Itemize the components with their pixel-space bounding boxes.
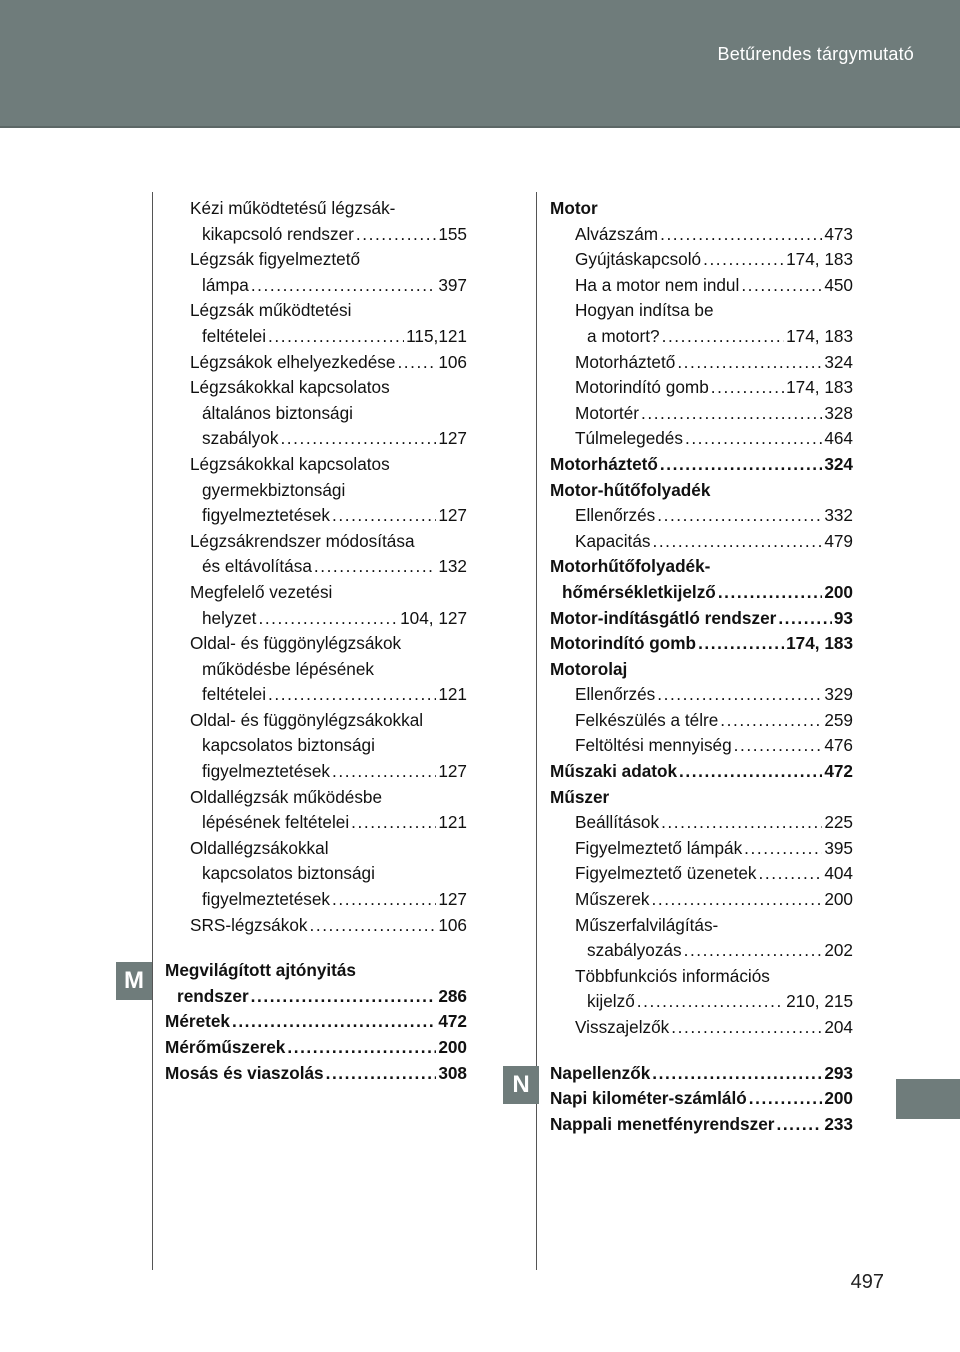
index-entry bbox=[165, 196, 467, 247]
entry-line bbox=[550, 196, 853, 222]
entry-text: Napellenzők bbox=[550, 1062, 651, 1083]
index-entry bbox=[550, 478, 853, 504]
entry-text: Megvilágított ajtónyitás bbox=[165, 960, 356, 981]
column-divider-right bbox=[536, 192, 537, 1270]
entry-page-ref: 233 bbox=[824, 1113, 853, 1134]
entry-page-ref: 200 bbox=[824, 889, 853, 910]
entry-page-ref: 324 bbox=[824, 453, 853, 474]
entry-line bbox=[165, 1061, 467, 1087]
entry-text: Napi kilométer-számláló bbox=[550, 1088, 747, 1109]
entry-text: kapcsolatos biztonsági bbox=[202, 735, 375, 756]
entry-text: Ha a motor nem indul bbox=[575, 274, 740, 295]
entry-line bbox=[550, 657, 853, 683]
entry-line bbox=[550, 580, 853, 606]
dot-leader bbox=[657, 682, 822, 708]
entry-line bbox=[190, 196, 467, 222]
entry-line bbox=[190, 606, 467, 632]
entry-line bbox=[575, 298, 853, 324]
entry-text: Visszajelzők bbox=[575, 1017, 670, 1037]
dot-leader bbox=[280, 426, 436, 452]
entry-line bbox=[190, 375, 467, 401]
entry-page-ref: 328 bbox=[824, 402, 853, 423]
dot-leader bbox=[258, 606, 398, 632]
entry-page-ref: 395 bbox=[824, 837, 853, 858]
entry-text: Gyújtáskapcsoló bbox=[575, 249, 702, 270]
entry-line bbox=[550, 1112, 853, 1138]
entry-text: Mosás és viaszolás bbox=[165, 1062, 324, 1083]
entry-page-ref: 200 bbox=[824, 1088, 853, 1109]
entry-text: Légzsák működtetési bbox=[190, 300, 352, 321]
index-entry bbox=[550, 1086, 853, 1112]
entry-text: Figyelmeztető lámpák bbox=[575, 837, 743, 858]
index-entry bbox=[550, 452, 853, 478]
entry-text: Ellenőrzés bbox=[575, 684, 656, 705]
entry-text: Oldal- és függönylégzsákokkal bbox=[190, 709, 424, 730]
dot-leader bbox=[679, 759, 822, 785]
entry-page-ref: 127 bbox=[438, 505, 467, 526]
dot-leader bbox=[657, 503, 822, 529]
entry-line bbox=[550, 478, 853, 504]
index-entry bbox=[550, 682, 853, 708]
dot-leader bbox=[268, 324, 404, 350]
index-entry bbox=[550, 631, 853, 657]
entry-line bbox=[575, 913, 853, 939]
section-letter-n: N bbox=[503, 1066, 539, 1104]
dot-leader bbox=[778, 606, 832, 632]
entry-line bbox=[190, 247, 467, 273]
entry-page-ref: 476 bbox=[824, 735, 853, 756]
entry-line bbox=[575, 682, 853, 708]
section-letter-m: M bbox=[116, 962, 152, 1000]
entry-text: Motorhűtőfolyadék- bbox=[550, 556, 711, 577]
entry-line bbox=[575, 273, 853, 299]
dot-leader bbox=[332, 759, 436, 785]
entry-text: a motort? bbox=[587, 325, 660, 346]
entry-page-ref: 286 bbox=[438, 985, 467, 1006]
entry-page-ref: 204 bbox=[824, 1017, 853, 1037]
entry-line bbox=[575, 733, 853, 759]
index-entry bbox=[550, 913, 853, 964]
index-entry bbox=[165, 298, 467, 349]
entry-text: SRS-légzsákok bbox=[190, 914, 308, 935]
entry-line bbox=[190, 913, 467, 939]
index-entry bbox=[165, 958, 467, 1009]
index-entry bbox=[550, 350, 853, 376]
entry-text: Motorindító gomb bbox=[550, 633, 697, 654]
entry-line bbox=[190, 785, 467, 811]
index-entry bbox=[550, 247, 853, 273]
index-entry bbox=[550, 1112, 853, 1138]
entry-page-ref: 450 bbox=[824, 274, 853, 295]
index-entry bbox=[550, 708, 853, 734]
entry-line bbox=[190, 452, 467, 478]
entry-line bbox=[190, 324, 467, 350]
entry-text: Megfelelő vezetési bbox=[190, 581, 333, 602]
section-gap bbox=[550, 1041, 853, 1061]
index-entry bbox=[165, 375, 467, 452]
dot-leader bbox=[776, 1112, 822, 1138]
entry-page-ref: 155 bbox=[438, 223, 467, 244]
entry-text: Oldallégzsákokkal bbox=[190, 837, 329, 858]
entry-page-ref: 202 bbox=[824, 940, 853, 961]
entry-line bbox=[550, 554, 853, 580]
entry-line bbox=[190, 503, 467, 529]
dot-leader bbox=[741, 273, 822, 299]
entry-text: működésbe lépésének bbox=[202, 658, 374, 679]
index-entry bbox=[550, 503, 853, 529]
index-column-left bbox=[165, 196, 467, 1086]
entry-text: kapcsolatos biztonsági bbox=[202, 863, 375, 884]
index-entry bbox=[165, 913, 467, 939]
dot-leader bbox=[332, 503, 436, 529]
entry-text: lépésének feltételei bbox=[202, 812, 350, 833]
index-entry bbox=[165, 785, 467, 836]
index-entry bbox=[550, 733, 853, 759]
section-gap bbox=[165, 938, 467, 958]
entry-line bbox=[165, 1009, 467, 1035]
entry-text: Motorháztető bbox=[550, 453, 658, 474]
entry-line bbox=[190, 222, 467, 248]
entry-line bbox=[575, 810, 853, 836]
entry-page-ref: 174, 183 bbox=[786, 325, 853, 346]
dot-leader bbox=[251, 984, 437, 1010]
entry-line bbox=[190, 861, 467, 887]
entry-text: Műszerfalvilágítás- bbox=[575, 914, 719, 935]
entry-text: Ellenőrzés bbox=[575, 505, 656, 526]
entry-line bbox=[165, 958, 467, 984]
entry-text: Túlmelegedés bbox=[575, 428, 683, 449]
entry-text: figyelmeztetések bbox=[202, 761, 331, 782]
entry-text: Légzsákokkal kapcsolatos bbox=[190, 377, 390, 398]
entry-page-ref: 479 bbox=[824, 530, 853, 551]
entry-page-ref: 404 bbox=[824, 863, 853, 884]
entry-line bbox=[190, 682, 467, 708]
entry-text: Többfunkciós információs bbox=[575, 965, 770, 986]
index-entry bbox=[165, 350, 467, 376]
dot-leader bbox=[703, 247, 784, 273]
entry-page-ref: 472 bbox=[824, 761, 853, 782]
index-entry bbox=[550, 1061, 853, 1087]
index-entry bbox=[550, 759, 853, 785]
dot-leader bbox=[759, 861, 823, 887]
entry-line bbox=[190, 631, 467, 657]
entry-text: Kapacitás bbox=[575, 530, 651, 551]
entry-text: Motor-indításgátló rendszer bbox=[550, 607, 777, 628]
entry-line bbox=[575, 401, 853, 427]
entry-text: Nappali menetfényrendszer bbox=[550, 1113, 775, 1134]
entry-text: helyzet bbox=[202, 607, 257, 628]
dot-leader bbox=[332, 887, 436, 913]
entry-line bbox=[575, 861, 853, 887]
entry-text: szabályok bbox=[202, 428, 279, 449]
entry-text: Műszer bbox=[550, 786, 610, 807]
entry-page-ref: 225 bbox=[824, 812, 853, 833]
entry-text: Oldallégzsák működésbe bbox=[190, 786, 383, 807]
entry-line bbox=[190, 759, 467, 785]
entry-text: Kézi működtetésű légzsák- bbox=[190, 198, 396, 218]
index-entry bbox=[550, 298, 853, 349]
entry-line bbox=[165, 984, 467, 1010]
dot-leader bbox=[641, 401, 822, 427]
entry-line bbox=[550, 1086, 853, 1112]
entry-line bbox=[190, 733, 467, 759]
entry-line bbox=[575, 529, 853, 555]
dot-leader bbox=[662, 324, 784, 350]
dot-leader bbox=[652, 887, 823, 913]
entry-page-ref: 293 bbox=[824, 1062, 853, 1083]
index-entry bbox=[550, 554, 853, 605]
entry-page-ref: 397 bbox=[438, 274, 467, 295]
index-entry bbox=[165, 580, 467, 631]
dot-leader bbox=[326, 1061, 437, 1087]
entry-line bbox=[575, 375, 853, 401]
index-column-right bbox=[550, 196, 853, 1137]
dot-leader bbox=[685, 426, 822, 452]
dot-leader bbox=[684, 938, 823, 964]
entry-text: és eltávolítása bbox=[202, 556, 312, 577]
dot-leader bbox=[660, 452, 822, 478]
index-entry bbox=[550, 1015, 853, 1041]
dot-leader bbox=[310, 913, 437, 939]
entry-page-ref: 174, 183 bbox=[786, 633, 853, 654]
dot-leader bbox=[652, 1061, 822, 1087]
index-entry bbox=[550, 785, 853, 811]
index-list-n bbox=[550, 1061, 853, 1138]
entry-page-ref: 132 bbox=[438, 556, 467, 577]
entry-line bbox=[575, 222, 853, 248]
dot-leader bbox=[744, 836, 822, 862]
index-entry bbox=[550, 375, 853, 401]
entry-text: lámpa bbox=[202, 274, 249, 295]
entry-line bbox=[575, 708, 853, 734]
entry-line bbox=[190, 401, 467, 427]
entry-text: Motorindító gomb bbox=[575, 377, 709, 398]
index-entry bbox=[550, 810, 853, 836]
index-entry bbox=[550, 196, 853, 222]
index-entry bbox=[550, 964, 853, 1015]
entry-text: Figyelmeztető üzenetek bbox=[575, 863, 757, 884]
entry-text: Műszerek bbox=[575, 889, 650, 910]
dot-leader bbox=[356, 222, 436, 248]
index-entry bbox=[550, 273, 853, 299]
index-entry bbox=[165, 631, 467, 708]
entry-text: Légzsákok elhelyezkedése bbox=[190, 351, 396, 372]
entry-page-ref: 174, 183 bbox=[786, 377, 853, 398]
entry-page-ref: 115,121 bbox=[406, 325, 467, 346]
page-header bbox=[0, 0, 960, 128]
index-entry bbox=[550, 861, 853, 887]
column-divider-left bbox=[152, 192, 153, 1270]
entry-page-ref: 127 bbox=[438, 428, 467, 449]
index-entry bbox=[165, 529, 467, 580]
entry-line bbox=[190, 529, 467, 555]
entry-text: szabályozás bbox=[587, 940, 682, 961]
entry-text: figyelmeztetések bbox=[202, 889, 331, 910]
entry-page-ref: 93 bbox=[833, 607, 853, 628]
entry-text: Felkészülés a télre bbox=[575, 709, 719, 730]
dot-leader bbox=[711, 375, 784, 401]
entry-page-ref: 464 bbox=[824, 428, 853, 449]
dot-leader bbox=[718, 580, 823, 606]
entry-page-ref: 106 bbox=[438, 914, 467, 935]
entry-line bbox=[575, 836, 853, 862]
dot-leader bbox=[749, 1086, 823, 1112]
dot-leader bbox=[698, 631, 784, 657]
entry-line bbox=[190, 836, 467, 862]
entry-line bbox=[550, 606, 853, 632]
entry-page-ref: 210, 215 bbox=[786, 991, 853, 1012]
entry-page-ref: 200 bbox=[824, 581, 853, 602]
entry-text: feltételei bbox=[202, 325, 267, 346]
dot-leader bbox=[251, 273, 437, 299]
dot-leader bbox=[677, 350, 822, 376]
entry-line bbox=[575, 938, 853, 964]
entry-page-ref: 332 bbox=[824, 505, 853, 526]
header-title: Betűrendes tárgymutató bbox=[717, 44, 914, 64]
entry-line bbox=[165, 1035, 467, 1061]
dot-leader bbox=[351, 810, 436, 836]
entry-page-ref: 104, 127 bbox=[400, 607, 467, 628]
entry-text: Mérőműszerek bbox=[165, 1037, 286, 1057]
entry-page-ref: 472 bbox=[438, 1011, 467, 1032]
entry-line bbox=[550, 759, 853, 785]
entry-text: gyermekbiztonsági bbox=[202, 479, 346, 500]
entry-page-ref: 473 bbox=[824, 223, 853, 244]
entry-text: Oldal- és függönylégzsákok bbox=[190, 633, 402, 654]
entry-page-ref: 308 bbox=[438, 1062, 467, 1083]
entry-text: Motorháztető bbox=[575, 351, 676, 372]
entry-line bbox=[575, 426, 853, 452]
entry-line bbox=[190, 350, 467, 376]
entry-line bbox=[575, 324, 853, 350]
index-entry bbox=[550, 836, 853, 862]
index-entry bbox=[550, 529, 853, 555]
entry-line bbox=[190, 810, 467, 836]
entry-text: kikapcsoló rendszer bbox=[202, 223, 354, 244]
index-entry bbox=[165, 452, 467, 529]
entry-page-ref: 121 bbox=[438, 684, 467, 705]
entry-text: rendszer bbox=[177, 985, 249, 1006]
entry-text: Motor-hűtőfolyadék bbox=[550, 479, 711, 500]
dot-leader bbox=[734, 733, 823, 759]
entry-text: Motor bbox=[550, 198, 598, 218]
entry-line bbox=[575, 1015, 853, 1041]
entry-text: általános biztonsági bbox=[202, 402, 353, 423]
entry-text: Alvázszám bbox=[575, 223, 659, 244]
entry-line bbox=[550, 631, 853, 657]
index-list-left bbox=[165, 196, 467, 938]
index-entry bbox=[165, 247, 467, 298]
entry-text: Hogyan indítsa be bbox=[575, 300, 714, 321]
thumb-index-tab bbox=[896, 1079, 960, 1119]
entry-line bbox=[190, 657, 467, 683]
entry-text: Légzsákrendszer módosítása bbox=[190, 530, 415, 551]
entry-line bbox=[190, 580, 467, 606]
index-entry bbox=[165, 1035, 467, 1061]
entry-page-ref: 324 bbox=[824, 351, 853, 372]
entry-line bbox=[190, 478, 467, 504]
entry-text: Légzsákokkal kapcsolatos bbox=[190, 453, 390, 474]
entry-page-ref: 121 bbox=[438, 812, 467, 833]
dot-leader bbox=[268, 682, 436, 708]
dot-leader bbox=[720, 708, 822, 734]
entry-line bbox=[190, 554, 467, 580]
entry-line bbox=[190, 426, 467, 452]
entry-page-ref: 106 bbox=[438, 351, 467, 372]
dot-leader bbox=[637, 989, 784, 1015]
index-entry bbox=[165, 1009, 467, 1035]
entry-text: kijelző bbox=[587, 991, 635, 1012]
index-entry bbox=[165, 708, 467, 785]
index-entry bbox=[550, 401, 853, 427]
entry-line bbox=[190, 708, 467, 734]
entry-text: hőmérsékletkijelző bbox=[562, 581, 716, 602]
page-number: 497 bbox=[850, 1271, 884, 1293]
entry-text: Feltöltési mennyiség bbox=[575, 735, 732, 756]
entry-text: Beállítások bbox=[575, 812, 660, 833]
entry-text: Motortér bbox=[575, 402, 639, 423]
index-entry bbox=[550, 657, 853, 683]
index-entry bbox=[550, 606, 853, 632]
entry-line bbox=[575, 247, 853, 273]
entry-text: Motorolaj bbox=[550, 658, 628, 679]
index-list-right bbox=[550, 196, 853, 1041]
entry-page-ref: 127 bbox=[438, 889, 467, 910]
entry-line bbox=[550, 785, 853, 811]
entry-text: figyelmeztetések bbox=[202, 505, 331, 526]
index-entry bbox=[550, 426, 853, 452]
entry-line bbox=[190, 273, 467, 299]
dot-leader bbox=[232, 1009, 436, 1035]
entry-line bbox=[575, 503, 853, 529]
entry-text: Légzsák figyelmeztető bbox=[190, 249, 361, 270]
index-entry bbox=[550, 222, 853, 248]
index-entry bbox=[550, 887, 853, 913]
dot-leader bbox=[661, 810, 822, 836]
entry-line bbox=[550, 1061, 853, 1087]
entry-line bbox=[575, 964, 853, 990]
entry-line bbox=[575, 350, 853, 376]
entry-page-ref: 329 bbox=[824, 684, 853, 705]
entry-line bbox=[190, 298, 467, 324]
dot-leader bbox=[397, 350, 436, 376]
dot-leader bbox=[287, 1035, 436, 1061]
dot-leader bbox=[314, 554, 436, 580]
entry-line bbox=[190, 887, 467, 913]
entry-page-ref: 127 bbox=[438, 761, 467, 782]
entry-line bbox=[550, 452, 853, 478]
entry-page-ref: 259 bbox=[824, 709, 853, 730]
dot-leader bbox=[671, 1015, 822, 1041]
entry-page-ref: 200 bbox=[438, 1037, 467, 1057]
entry-line bbox=[575, 989, 853, 1015]
entry-line bbox=[575, 887, 853, 913]
index-entry bbox=[165, 1061, 467, 1087]
dot-leader bbox=[660, 222, 822, 248]
dot-leader bbox=[652, 529, 822, 555]
entry-text: Méretek bbox=[165, 1011, 230, 1032]
entry-text: Műszaki adatok bbox=[550, 761, 678, 782]
entry-text: feltételei bbox=[202, 684, 267, 705]
entry-page-ref: 174, 183 bbox=[786, 249, 853, 270]
index-list-m bbox=[165, 958, 467, 1086]
index-entry bbox=[165, 836, 467, 913]
